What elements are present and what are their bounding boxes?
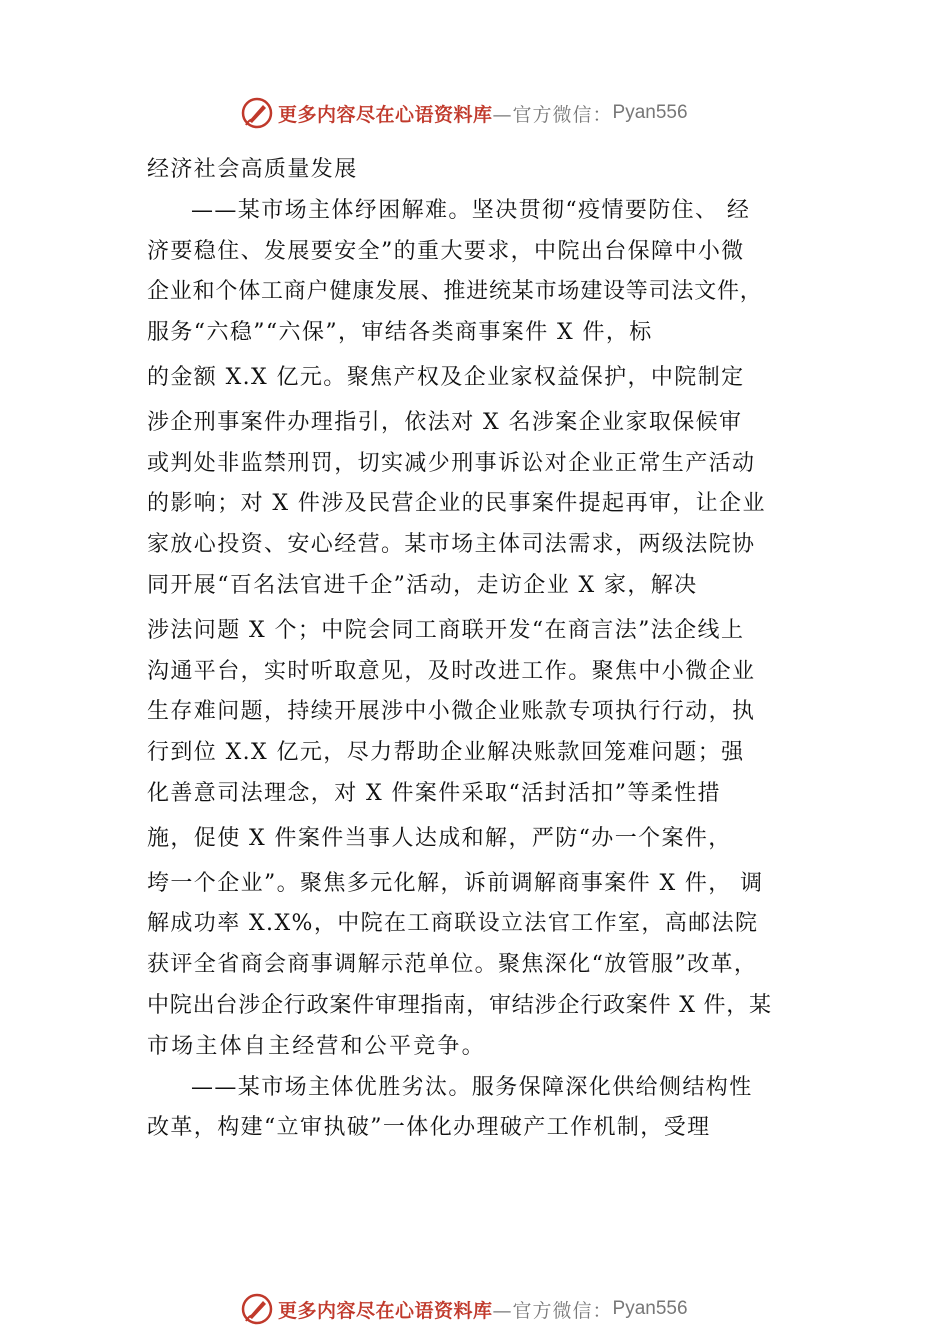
text-line: 施，促使 X 件案件当事人达成和解，严防“办一个案件， bbox=[147, 825, 732, 851]
watermark-label-text: —官方微信： bbox=[492, 103, 613, 126]
text-line: 经济社会高质量发展 bbox=[147, 157, 358, 182]
watermark-brand-text: 更多内容尽在心语资料库 bbox=[278, 1299, 493, 1322]
text-line: 企业和个体工商户健康发展、推进统某市场建设等司法文件， bbox=[147, 279, 763, 305]
text-line: 的金额 X.X 亿元。聚焦产权及企业家权益保护，中院制定 bbox=[147, 364, 745, 390]
watermark-wechat-id: Pyan556 bbox=[612, 102, 688, 123]
text-line: 涉法问题 X 个；中院会同工商联开发“在商言法”法企线上 bbox=[147, 617, 745, 643]
document-body bbox=[147, 150, 827, 1149]
text-line: 家放心投资、安心经营。某市场主体司法需求，两级法院协 bbox=[147, 532, 756, 558]
text-line: ——某市场主体纾困解难。坚决贯彻“疫情要防住、 经 bbox=[191, 197, 751, 223]
text-line: 沟通平台，实时听取意见，及时改进工作。聚焦中小微企业 bbox=[147, 658, 756, 684]
text-line: 生存难问题，持续开展涉中小微企业账款专项执行行动，执 bbox=[147, 699, 756, 725]
text-line: 济要稳住、发展要安全”的重大要求，中院出台保障中小微 bbox=[147, 238, 745, 264]
watermark-brand-text: 更多内容尽在心语资料库 bbox=[278, 103, 493, 126]
text-line: 中院出台涉企行政案件审理指南，审结涉企行政案件 X 件，某 bbox=[147, 992, 772, 1018]
text-line: 垮一个企业”。聚焦多元化解，诉前调解商事案件 X 件， 调 bbox=[147, 870, 764, 896]
watermark-label-text: —官方微信： bbox=[492, 1299, 613, 1322]
pen-logo-icon bbox=[240, 1292, 274, 1326]
text-line: 解成功率 X.X%，中院在工商联设立法官工作室，高邮法院 bbox=[147, 911, 759, 937]
footer-watermark bbox=[240, 1292, 688, 1326]
text-line: 改革，构建“立审执破”一体化办理破产工作机制，受理 bbox=[147, 1115, 711, 1141]
header-watermark bbox=[240, 96, 688, 130]
text-line: 的影响；对 X 件涉及民营企业的民事案件提起再审，让企业 bbox=[147, 491, 766, 517]
pen-logo-icon bbox=[240, 96, 274, 130]
text-line: 行到位 X.X 亿元，尽力帮助企业解决账款回笼难问题；强 bbox=[147, 740, 745, 766]
text-line: 涉企刑事案件办理指引，依法对 X 名涉案企业家取保候审 bbox=[147, 409, 743, 435]
text-line: 获评全省商会商事调解示范单位。聚焦深化“放管服”改革， bbox=[147, 952, 758, 978]
text-line: 服务“六稳”“六保”，审结各类商事案件 X 件，标 bbox=[147, 320, 653, 346]
watermark-wechat-id: Pyan556 bbox=[612, 1298, 688, 1319]
text-line: 市场主体自主经营和公平竞争。 bbox=[147, 1033, 486, 1059]
text-line: 或判处非监禁刑罚，切实减少刑事诉讼对企业正常生产活动 bbox=[147, 450, 756, 476]
text-line: 化善意司法理念，对 X 件案件采取“活封活扣”等柔性措 bbox=[147, 780, 721, 806]
text-line: ——某市场主体优胜劣汰。服务保障深化供给侧结构性 bbox=[191, 1074, 753, 1100]
text-line: 同开展“百名法官进千企”活动，走访企业 X 家，解决 bbox=[147, 572, 698, 598]
